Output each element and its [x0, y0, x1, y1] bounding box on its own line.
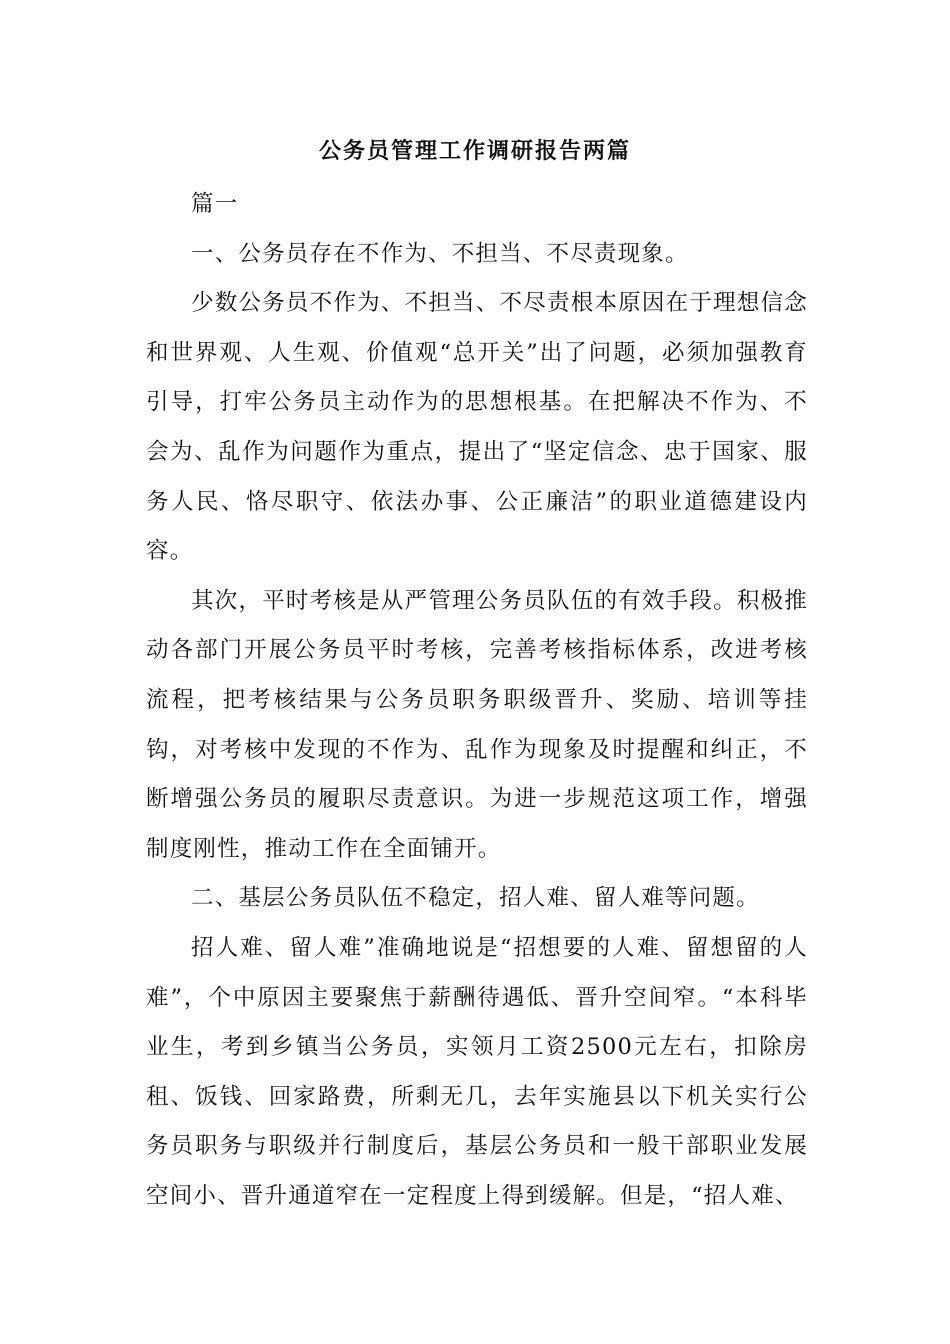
section-heading-issue-one: 一、公务员存在不作为、不担当、不尽责现象。: [191, 240, 689, 267]
paragraph: 其次，平时考核是从严管理公务员队伍的有效手段。积极推动各部门开展公务员平时考核，完善考核指标体系，改进考核流程，把考核结果与公务员职务职级晋升、奖励、培训等挂钩，对考核中发现的不作为、乱作为现象及时提醒和纠正，不断增强公务员的履职尽责意识。为进一步规范这项工作，增强制度刚性，推动工作在全面铺开。: [146, 587, 808, 862]
paragraph: 招人难、留人难”准确地说是“招想要的人难、留想留的人难”，个中原因主要聚焦于薪酬待遇低、晋升空间窄。“本科毕业生，考到乡镇当公务员，实领月工资2500元左右，扣除房租、饭钱、回家路费，所剩无几，去年实施县以下机关实行公务员职务与职级并行制度后，基层公务员和一般干部职业发展空间小、晋升通道窄在一定程度上得到缓解。但是，“招人难、: [146, 934, 808, 1209]
document-title: 公务员管理工作调研报告两篇: [318, 139, 631, 164]
section-heading-part-one: 篇一: [191, 191, 239, 217]
paragraph: 少数公务员不作为、不担当、不尽责根本原因在于理想信念和世界观、人生观、价值观“总开关”出了问题，必须加强教育引导，打牢公务员主动作为的思想根基。在把解决不作为、不会为、乱作为问题作为重点，提出了“坚定信念、忠于国家、服务人民、恪尽职守、依法办事、公正廉洁”的职业道德建设内容。: [146, 290, 808, 565]
document-body: [146, 180, 808, 1221]
section-heading-issue-two: 二、基层公务员队伍不稳定，招人难、留人难等问题。: [191, 885, 760, 912]
